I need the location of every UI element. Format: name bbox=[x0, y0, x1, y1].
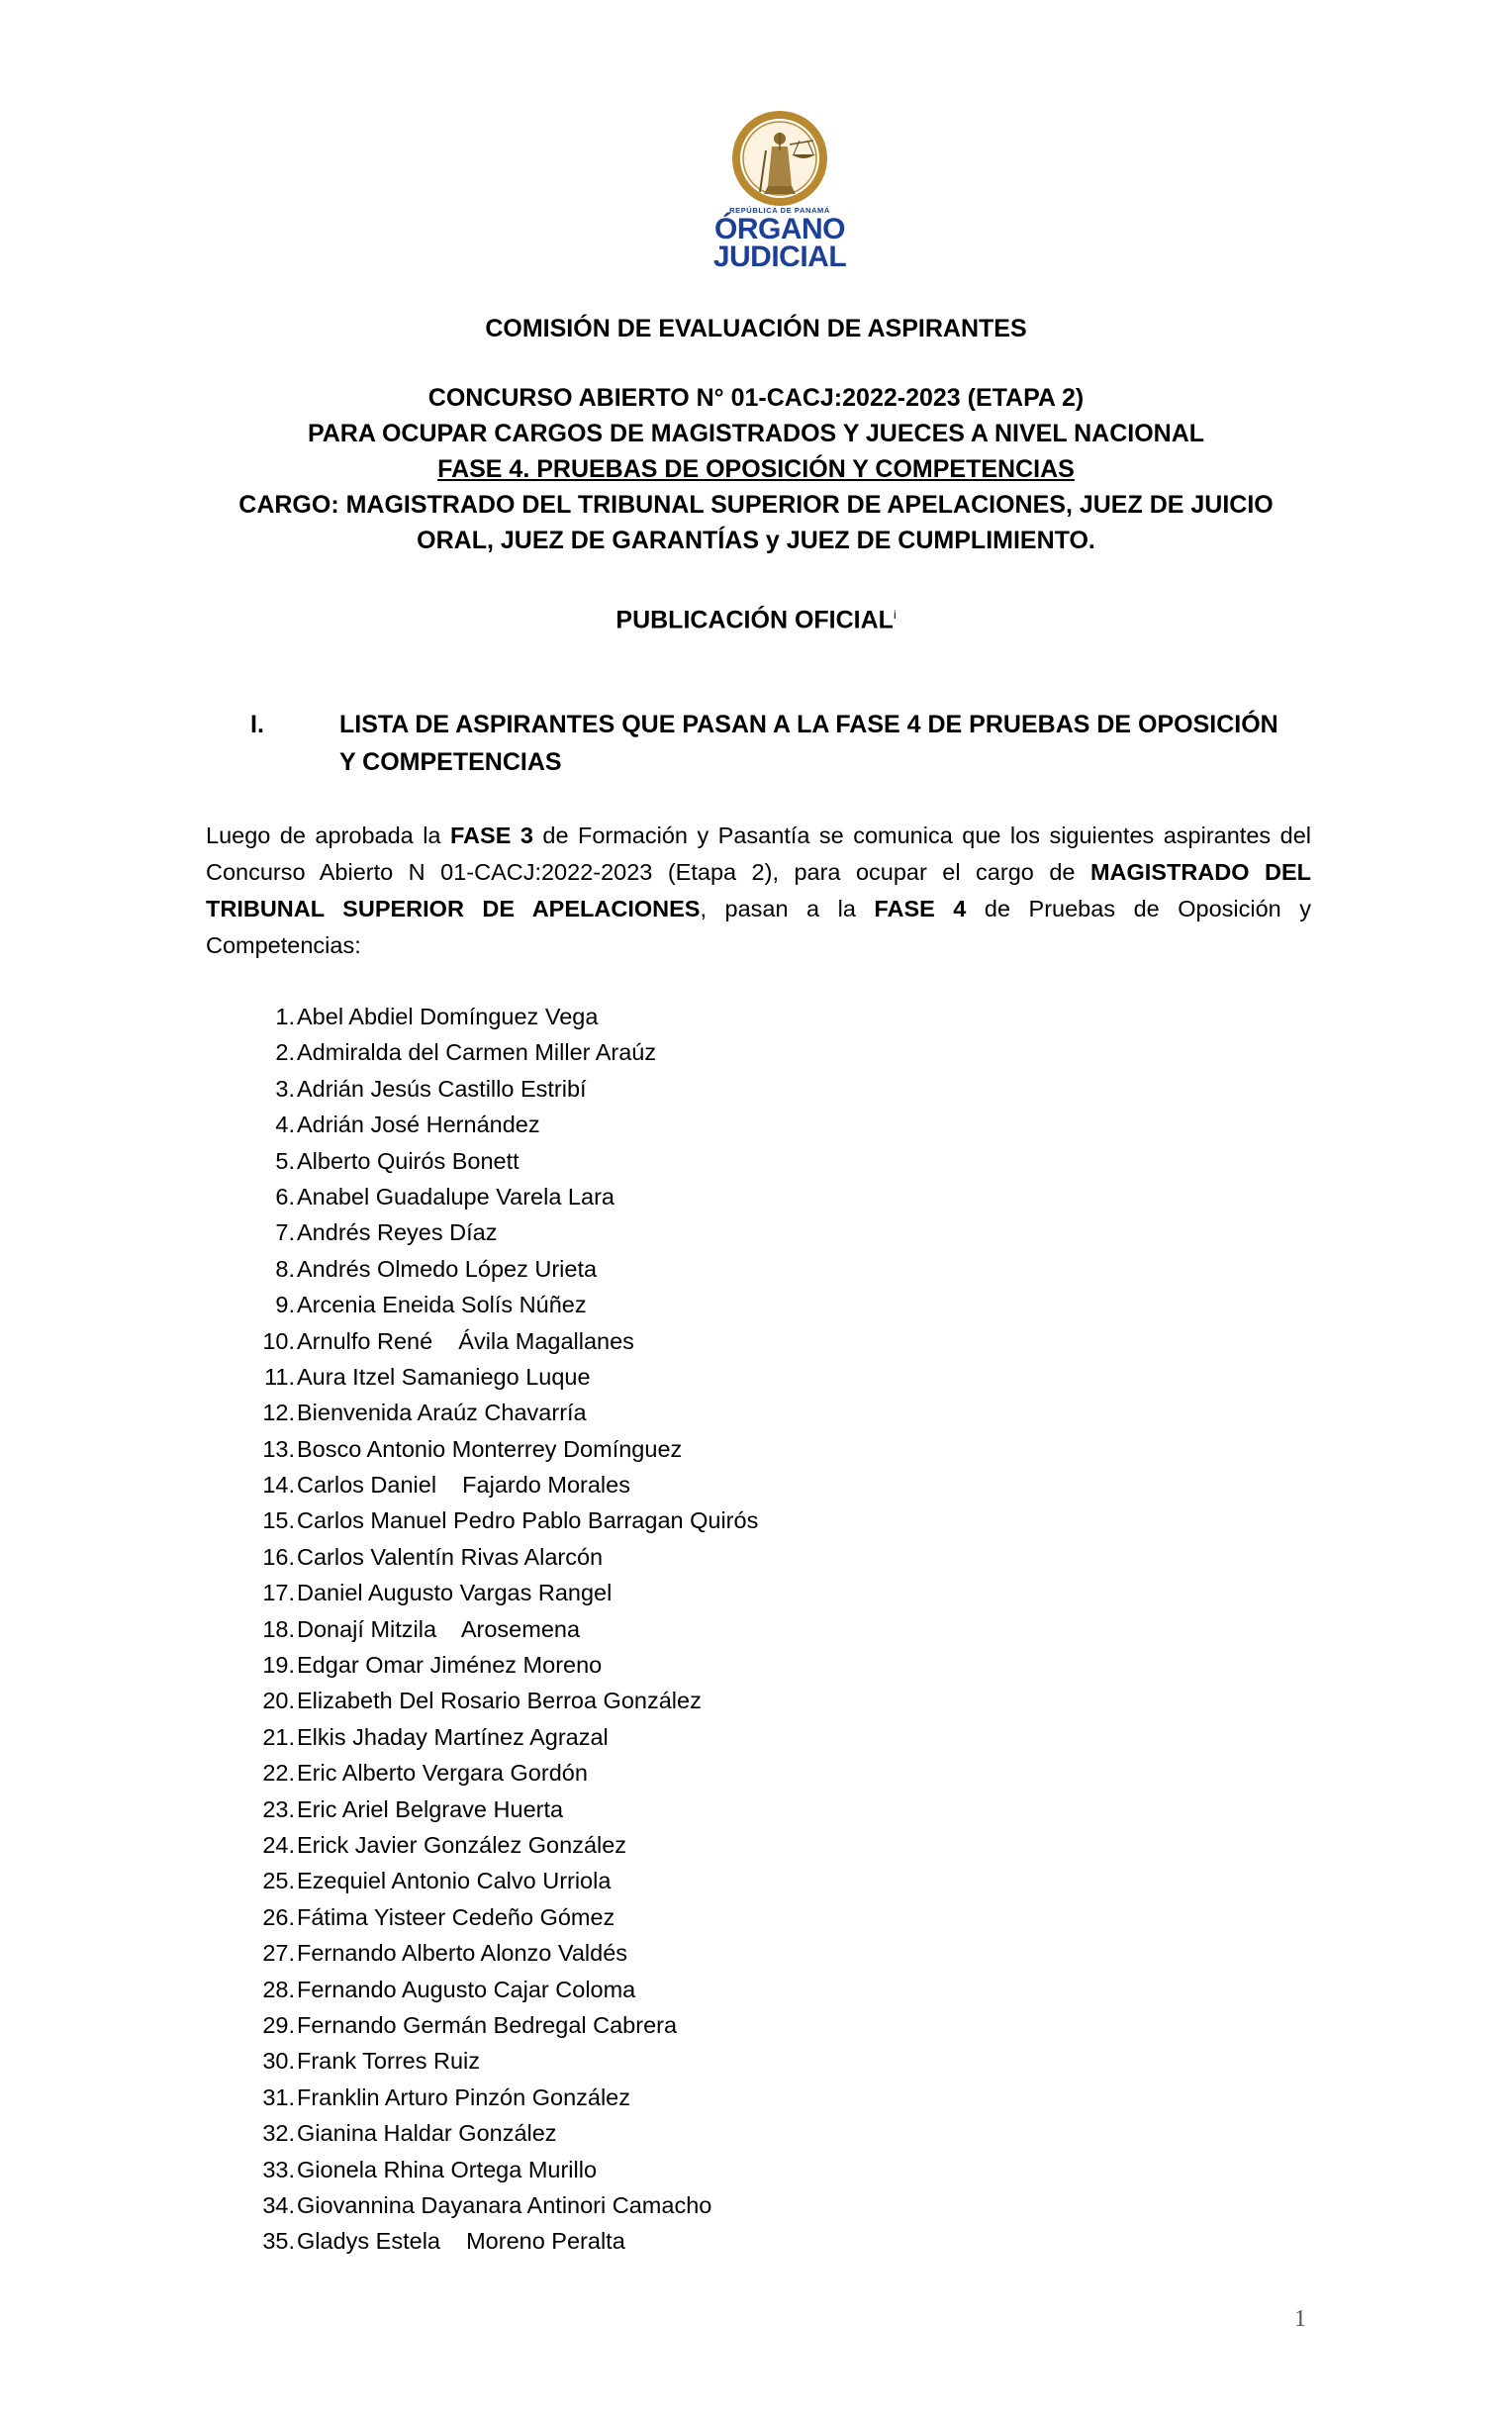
list-item-number: 1. bbox=[275, 1004, 295, 1029]
candidate-name: Ezequiel Antonio Calvo Urriola bbox=[297, 1868, 612, 1894]
publication-label: PUBLICACIÓN OFICIAL bbox=[615, 606, 894, 634]
candidate-name: Eric Ariel Belgrave Huerta bbox=[297, 1795, 564, 1822]
list-item bbox=[236, 999, 599, 1034]
section-title bbox=[339, 706, 1329, 781]
candidate-name: Donají Mitzila Arosemena bbox=[297, 1615, 581, 1642]
list-item bbox=[236, 2080, 630, 2115]
list-item-number: 34. bbox=[262, 2191, 295, 2218]
candidate-name: Daniel Augusto Vargas Rangel bbox=[297, 1580, 613, 1606]
list-item bbox=[236, 2187, 712, 2223]
list-item-number: 3. bbox=[275, 1075, 295, 1102]
list-item-number: 28. bbox=[262, 1976, 295, 2002]
list-item bbox=[236, 1323, 634, 1359]
candidate-name: Eric Alberto Vergara Gordón bbox=[297, 1760, 588, 1787]
candidate-list bbox=[236, 999, 759, 2260]
candidate-name: Bosco Antonio Monterrey Domínguez bbox=[297, 1435, 683, 1462]
candidate-name: Fernando Germán Bedregal Cabrera bbox=[297, 2011, 678, 2038]
candidate-name: Carlos Manuel Pedro Pablo Barragan Quirós bbox=[297, 1507, 759, 1534]
list-item-number: 15. bbox=[262, 1507, 295, 1534]
logo-judicial-text: JUDICIAL bbox=[712, 241, 847, 273]
list-item bbox=[236, 1972, 636, 2007]
list-item bbox=[236, 1034, 657, 1070]
candidate-name: Elizabeth Del Rosario Berroa González bbox=[297, 1688, 702, 1714]
logo-organo-text: ÓRGANO bbox=[714, 213, 845, 245]
list-item bbox=[236, 2043, 481, 2079]
candidate-name: Andrés Olmedo López Urieta bbox=[297, 1255, 598, 1282]
list-item-number: 25. bbox=[262, 1868, 295, 1894]
list-item bbox=[236, 1575, 613, 1610]
list-item bbox=[236, 1179, 614, 1214]
list-item bbox=[236, 1071, 587, 1107]
list-item-number: 19. bbox=[262, 1652, 295, 1679]
list-item bbox=[236, 1792, 564, 1827]
list-item-number: 33. bbox=[262, 2156, 295, 2182]
publication-title bbox=[0, 597, 1512, 637]
candidate-name: Adrián Jesús Castillo Estribí bbox=[297, 1075, 587, 1102]
list-item bbox=[236, 2223, 625, 2259]
candidate-name: Gianina Haldar González bbox=[297, 2120, 557, 2147]
list-item-number: 10. bbox=[262, 1327, 295, 1354]
candidate-name: Giovannina Dayanara Antinori Camacho bbox=[297, 2191, 712, 2218]
contest-title: CONCURSO ABIERTO N° 01-CACJ:2022-2023 (ETAPA 2) bbox=[427, 384, 1085, 412]
candidate-name: Adrián José Hernández bbox=[297, 1112, 540, 1138]
list-item-number: 30. bbox=[262, 2048, 295, 2075]
justice-seal-icon bbox=[710, 111, 849, 210]
list-item bbox=[236, 1143, 520, 1179]
intro-bold-phase-4: FASE 4 bbox=[874, 896, 967, 921]
list-item bbox=[236, 2115, 557, 2151]
list-item bbox=[236, 1502, 759, 1538]
list-item-number: 23. bbox=[262, 1795, 295, 1822]
candidate-name: Fernando Alberto Alonzo Valdés bbox=[297, 1940, 628, 1967]
list-item-number: 35. bbox=[262, 2228, 295, 2255]
intro-text-3: , pasan a la bbox=[700, 896, 875, 921]
list-item-number: 8. bbox=[275, 1255, 295, 1282]
list-item bbox=[236, 1827, 627, 1863]
list-item bbox=[236, 1935, 628, 1971]
list-item-number: 29. bbox=[262, 2011, 295, 2038]
candidate-name: Franklin Arturo Pinzón González bbox=[297, 2083, 630, 2110]
commission-title: COMISIÓN DE EVALUACIÓN DE ASPIRANTES bbox=[485, 315, 1027, 342]
candidate-name: Gionela Rhina Ortega Murillo bbox=[297, 2156, 598, 2182]
candidate-name: Gladys Estela Moreno Peralta bbox=[297, 2228, 625, 2255]
list-item bbox=[236, 1683, 702, 1718]
list-item-number: 27. bbox=[262, 1940, 295, 1967]
candidate-name: Arnulfo René Ávila Magallanes bbox=[297, 1327, 634, 1354]
candidate-name: Carlos Valentín Rivas Alarcón bbox=[297, 1543, 604, 1570]
list-item-number: 17. bbox=[262, 1580, 295, 1606]
section-title-line-1: LISTA DE ASPIRANTES QUE PASAN A LA FASE 4 DE PRUEBAS DE OPOSICIÓN bbox=[339, 711, 1278, 738]
list-item-number: 20. bbox=[262, 1688, 295, 1714]
position-line-2: ORAL, JUEZ DE GARANTÍAS y JUEZ DE CUMPLIMIENTO. bbox=[417, 527, 1095, 554]
list-item bbox=[236, 1719, 609, 1755]
candidate-name: Frank Torres Ruiz bbox=[297, 2048, 481, 2075]
list-item-number: 6. bbox=[275, 1183, 295, 1210]
list-item bbox=[236, 2152, 598, 2187]
logo-republica-text: REPÚBLICA DE PANAMÁ bbox=[729, 206, 830, 215]
list-item-number: 22. bbox=[262, 1760, 295, 1787]
candidate-name: Alberto Quirós Bonett bbox=[297, 1147, 520, 1174]
candidate-name: Carlos Daniel Fajardo Morales bbox=[297, 1472, 630, 1499]
list-item-number: 2. bbox=[275, 1039, 295, 1066]
list-item bbox=[236, 1539, 604, 1575]
list-item-number: 11. bbox=[264, 1363, 295, 1390]
intro-bold-position: MAGISTRADO DEL TRIBUNAL SUPERIOR DE APELACIONES bbox=[206, 859, 1311, 921]
list-item-number: 24. bbox=[262, 1831, 295, 1858]
candidate-name: Anabel Guadalupe Varela Lara bbox=[297, 1183, 614, 1210]
list-item-number: 4. bbox=[275, 1112, 295, 1138]
candidate-name: Admiralda del Carmen Miller Araúz bbox=[297, 1039, 657, 1066]
section-title-line-2: Y COMPETENCIAS bbox=[339, 748, 562, 776]
candidate-name: Aura Itzel Samaniego Luque bbox=[297, 1363, 591, 1390]
list-item-number: 18. bbox=[262, 1615, 295, 1642]
section-number: I. bbox=[250, 711, 264, 738]
candidate-name: Arcenia Eneida Solís Núñez bbox=[297, 1292, 587, 1318]
page-number: 1 bbox=[1294, 2306, 1306, 2332]
list-item-number: 5. bbox=[275, 1147, 295, 1174]
list-item bbox=[236, 1287, 587, 1322]
list-item bbox=[236, 1611, 581, 1647]
list-item-number: 9. bbox=[275, 1292, 295, 1318]
intro-text-2: de Formación y Pasantía se comunica que los siguientes aspirantes del Concurso Abierto N 01-CACJ:2022-2023 (Etapa 2), para ocupar el cargo de bbox=[206, 823, 1311, 885]
candidate-name: Andrés Reyes Díaz bbox=[297, 1219, 498, 1246]
list-item-number: 12. bbox=[262, 1400, 295, 1426]
candidate-name: Bienvenida Araúz Chavarría bbox=[297, 1400, 587, 1426]
intro-bold-phase-3: FASE 3 bbox=[449, 823, 533, 848]
list-item bbox=[236, 2007, 678, 2043]
publication-footnote-marker: i bbox=[893, 608, 897, 622]
intro-text-1: Luego de aprobada la bbox=[206, 823, 450, 848]
candidate-name: Fátima Yisteer Cedeño Gómez bbox=[297, 1903, 615, 1930]
candidate-name: Edgar Omar Jiménez Moreno bbox=[297, 1652, 603, 1679]
candidate-name: Erick Javier González González bbox=[297, 1831, 627, 1858]
list-item bbox=[236, 1755, 588, 1791]
list-item bbox=[236, 1214, 498, 1250]
list-item-number: 16. bbox=[262, 1543, 295, 1570]
list-item bbox=[236, 1863, 612, 1898]
contest-heading-block bbox=[0, 380, 1512, 558]
list-item bbox=[236, 1251, 598, 1287]
list-item bbox=[236, 1431, 683, 1467]
list-item-number: 31. bbox=[262, 2083, 295, 2110]
contest-purpose: PARA OCUPAR CARGOS DE MAGISTRADOS Y JUECES A NIVEL NACIONAL bbox=[307, 420, 1205, 447]
list-item bbox=[236, 1899, 615, 1935]
list-item bbox=[236, 1107, 540, 1142]
candidate-name: Elkis Jhaday Martínez Agrazal bbox=[297, 1723, 609, 1750]
list-item bbox=[236, 1647, 603, 1683]
list-item-number: 7. bbox=[275, 1219, 295, 1246]
position-line-1: CARGO: MAGISTRADO DEL TRIBUNAL SUPERIOR DE APELACIONES, JUEZ DE JUICIO bbox=[238, 491, 1274, 519]
list-item bbox=[236, 1359, 591, 1395]
list-item-number: 14. bbox=[262, 1472, 295, 1499]
list-item-number: 26. bbox=[262, 1903, 295, 1930]
intro-text-4: de Pruebas de Oposición y Competencias: bbox=[206, 896, 1311, 958]
list-item-number: 32. bbox=[262, 2120, 295, 2147]
organo-judicial-logo bbox=[710, 111, 849, 279]
candidate-name: Abel Abdiel Domínguez Vega bbox=[297, 1004, 599, 1029]
candidate-name: Fernando Augusto Cajar Coloma bbox=[297, 1976, 636, 2002]
list-item-number: 21. bbox=[262, 1723, 295, 1750]
list-item bbox=[236, 1395, 587, 1430]
list-item bbox=[236, 1467, 630, 1502]
phase-title: FASE 4. PRUEBAS DE OPOSICIÓN Y COMPETENCIAS bbox=[437, 455, 1075, 483]
list-item-number: 13. bbox=[262, 1435, 295, 1462]
intro-paragraph bbox=[206, 818, 1311, 964]
